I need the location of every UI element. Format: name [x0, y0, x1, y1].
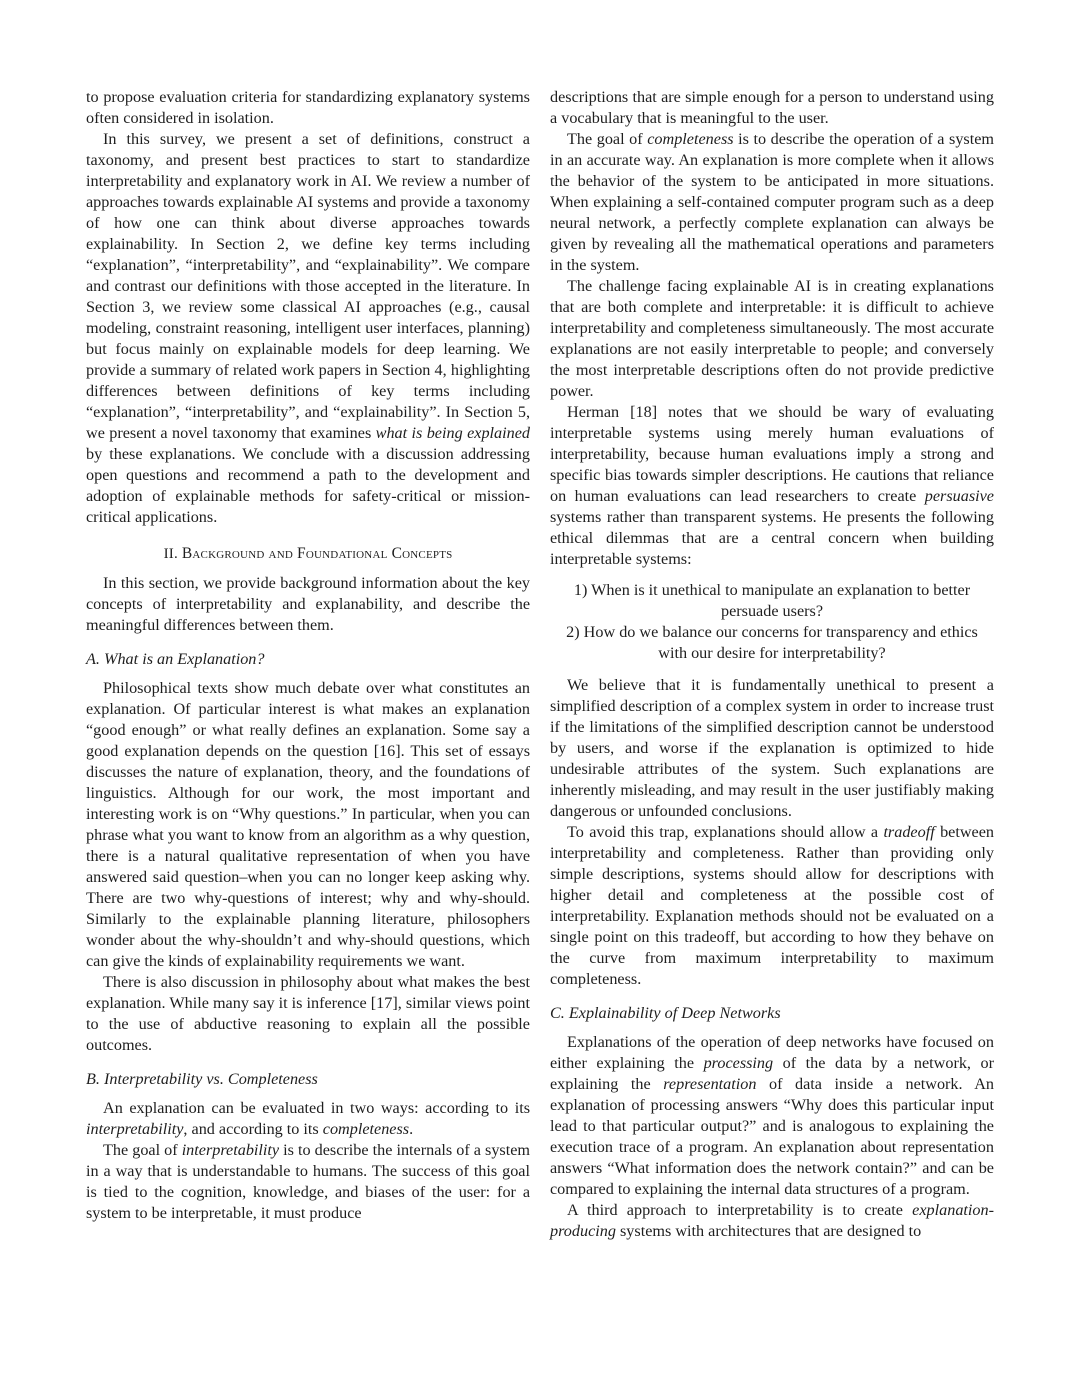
paragraph-two-ways: An explanation can be evaluated in two ways: according to its interpretability, and according to its completeness. [86, 1099, 530, 1138]
paragraph-herman: Herman [18] notes that we should be wary of evaluating interpretable systems using merely human evaluations of interpretability, because human evaluations imply a strong and specific bias towards simpler descriptions. He cautions that reliance on human evaluations can lead researchers to create persuasive systems rather than transparent systems. He presents the following ethical dilemmas that are a central concern when building interpretable systems: [550, 403, 994, 568]
paragraph-goal-interpretability: The goal of interpretability is to describe the internals of a system in a way that is understandable to humans. The success of this goal is tied to the cognition, knowledge, and biases of the user: for a system to be interpretable, it must produce [86, 1141, 530, 1222]
paragraph-section-intro: In this section, we provide background information about the key concepts of interpretability and explanability, and describe the meaningful differences between them. [86, 574, 530, 634]
list-item: 2) How do we balance our concerns for transparency and ethics with our desire for interpretability? [566, 623, 978, 662]
subsection-heading-a: A. What is an Explanation? [86, 650, 265, 668]
dilemma-list [550, 580, 994, 664]
paragraph-continued: to propose evaluation criteria for standardizing explanatory systems often considered in isolation. [86, 88, 530, 127]
paragraph-third-approach: A third approach to interpretability is to create explanation-producing systems with architectures that are designed to [550, 1201, 994, 1240]
paragraph-challenge: The challenge facing explainable AI is in creating explanations that are both complete and interpretable: it is difficult to achieve interpretability and completeness simultaneously. The most accurate explanations are not easily interpretable to people; and conversely the most interpretable descriptions often do not provide predictive power. [550, 277, 994, 400]
paragraph-survey: In this survey, we present a set of definitions, construct a taxonomy, and present best practices to start to standardize interpretability and explanatory work in AI. We review a number of approaches towards explainable AI systems and provide a taxonomy of how one can think about diverse approaches towards explainability. In Section 2, we define key terms including “explanation”, “interpretability”, and “explainability”. We compare and contrast our definitions with those accepted in the literature. In Section 3, we review some classical AI approaches (e.g., causal modeling, constraint reasoning, intelligent user interfaces, planning) but focus mainly on explainable models for deep learning. We provide a summary of related work papers in Section 4, highlighting differences between definitions of key terms including “explanation”, “interpretability”, and “explainability”. In Section 5, we present a novel taxonomy that examines what is being explained by these explanations. We conclude with a discussion addressing open questions and recommend a path to the development and adoption of explainable methods for safety-critical or mission-critical applications. [86, 130, 530, 526]
paragraph-continued: descriptions that are simple enough for a person to understand using a vocabulary that is meaningful to the user. [550, 88, 994, 127]
paragraph-deep-networks: Explanations of the operation of deep networks have focused on either explaining the processing of the data by a network, or explaining the representation of data inside a network. An explanation of processing answers “Why does this particular input lead to that particular output?” and is analogous to explaining the execution trace of a program. An explanation about representation answers “What information does the network contain?” and can be compared to explaining the internal data structures of a program. [550, 1033, 995, 1198]
subsection-heading-b: B. Interpretability vs. Completeness [86, 1070, 318, 1088]
paragraph-goal-completeness: The goal of completeness is to describe the operation of a system in an accurate way. An explanation is more complete when it allows the behavior of the system to be anticipated in more situations. When explaining a self-contained computer program such as a deep neural network, a perfectly complete explanation can always be given by revealing all the mathematical operations and parameters in the system. [550, 130, 995, 274]
paragraph-philosophical: Philosophical texts show much debate over what constitutes an explanation. Of particular interest is what makes an explanation “good enough” or what really defines an explanation. Some say a good explanation depends on the question [16]. This set of essays discusses the nature of explanation, theory, and the foundations of linguistics. Although for our work, the most important and interesting work is on “Why questions.” In particular, when you can phrase what you want to know from an algorithm as a why question, there is a natural qualitative representation of when you have answered said question–when you can no longer keep asking why. There are two why-questions of interest; why and why-should. Similarly to the explainable planning literature, philosophers wonder about the why-shouldn’t and why-should questions, which can give the kinds of explainability requirements we want. [86, 679, 530, 970]
subsection-heading-c: C. Explainability of Deep Networks [550, 1004, 781, 1022]
left-column [86, 87, 530, 1224]
paragraph-best-explanation: There is also discussion in philosophy about what makes the best explanation. While many say it is inference [17], similar views point to the use of abductive reasoning to explain all the possible outcomes. [86, 973, 530, 1054]
section-heading: II. Background and Foundational Concepts [163, 545, 453, 562]
paragraph-belief: We believe that it is fundamentally unethical to present a simplified description of a complex system in order to increase trust if the limitations of the simplified description cannot be understood by users, and worse if the explanation is optimized to hide undesirable attributes of the system. Such explanations are inherently misleading, and may result in the user justifiably making dangerous or unfounded conclusions. [550, 676, 994, 820]
right-column [550, 87, 994, 1242]
paragraph-tradeoff: To avoid this trap, explanations should allow a tradeoff between interpretability and completeness. Rather than providing only simple descriptions, systems should allow for descriptions with higher detail and completeness at the possible cost of interpretability. Explanation methods should not be evaluated on a single point on this tradeoff, but according to how they behave on the curve from maximum interpretability to maximum completeness. [550, 823, 994, 988]
list-item: 1) When is it unethical to manipulate an explanation to better persuade users? [573, 581, 971, 620]
